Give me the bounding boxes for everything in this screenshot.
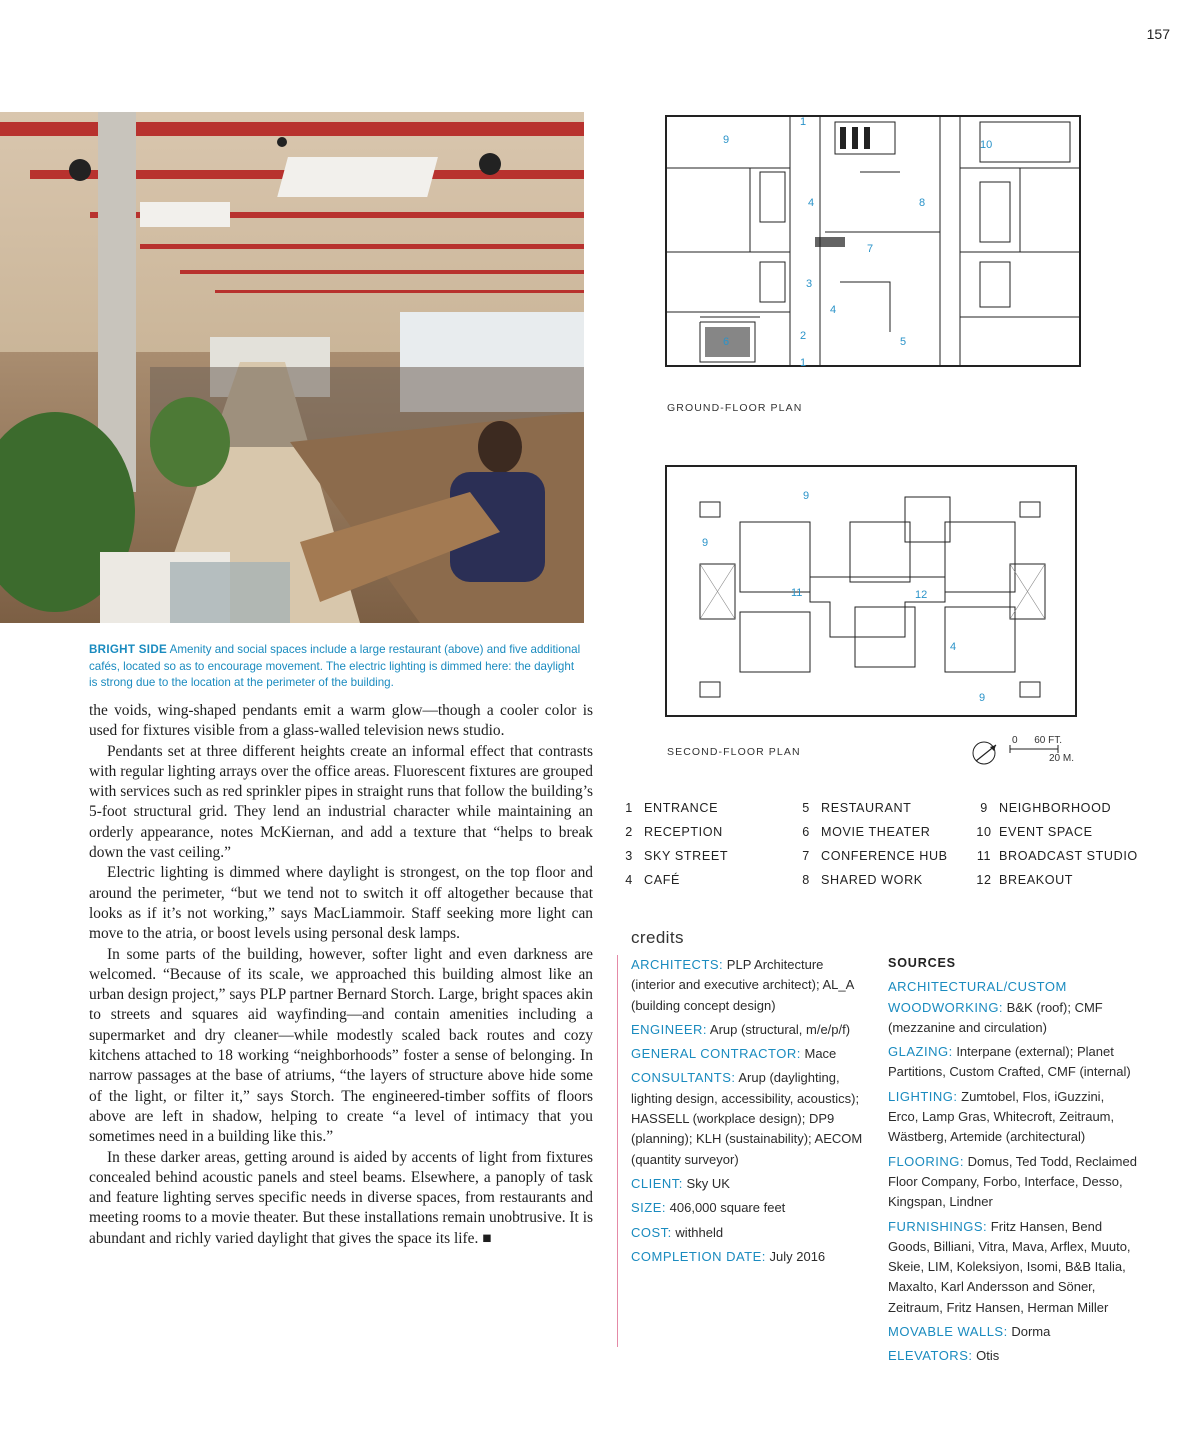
plan-tag: 9	[803, 490, 810, 502]
legend-number: 1	[625, 801, 633, 815]
credit-value: Arup (structural, m/e/p/f)	[709, 1021, 851, 1037]
credit-entry	[631, 1044, 871, 1064]
credit-value: Arup (daylighting, lighting design, accessibility, acoustics); HASSELL (workplace design); DP9 (planning); KLH (sustainability); AECOM (quantity surveyor)	[631, 1070, 863, 1167]
source-value: Domus, Ted Todd, Reclaimed Floor Company, Forbo, Interface, Desso, Kingspan, Lindner	[888, 1153, 1137, 1210]
legend-label: NEIGHBORHOOD	[999, 801, 1112, 815]
legend-item	[975, 849, 1138, 869]
plan-tag: 12	[915, 589, 928, 601]
body-paragraph: In some parts of the building, however, softer light and even darkness are welcomed. “Because of its scale, we approached this building almost like an urban design project,” says PLP partner Bernard Storch. Large, bright spaces akin to streets and squares aid wayfinding—and contain amenities including a supermarket and dry cleaner—while modestly scaled back routes and cozy kitchens attached to 18 working “neighborhoods” foster a sense of belonging. In narrow passages at the base of atriums, “the layers of structure above hide some of the light, or filter it,” says Storch. The engineered-timber soffits of floors above are left in shadow, helping to create “a level of intimacy that you sometimes need in a building like this.”	[89, 945, 593, 1146]
legend-number: 3	[625, 849, 633, 863]
legend-label: SHARED WORK	[821, 873, 923, 887]
credit-key: CONSULTANTS:	[631, 1070, 736, 1086]
legend-item	[797, 825, 931, 845]
ground-floor-plan-label: GROUND-FLOOR PLAN	[667, 402, 803, 414]
credits-divider	[617, 955, 618, 1347]
plan-tag: 1	[800, 357, 807, 369]
credit-entry	[631, 1068, 871, 1169]
credit-entry	[631, 1223, 871, 1243]
sources-title: SOURCES	[888, 956, 956, 970]
scale-feet: 0 60 FT.	[1012, 735, 1063, 746]
second-floor-plan	[660, 462, 1086, 720]
legend-number: 6	[802, 825, 810, 839]
source-key: MOVABLE WALLS:	[888, 1324, 1008, 1340]
credit-key: CLIENT:	[631, 1175, 683, 1191]
legend-item	[620, 801, 718, 821]
source-value: Fritz Hansen, Bend Goods, Billiani, Vitra, Mava, Arflex, Muuto, Skeie, LIM, Koleksiyon, Isomi, B&B Italia, Maxalto, Karl Andersson and Söner, Zeitraum, Fritz Hansen, Herman Miller	[888, 1218, 1131, 1315]
caption-text: Amenity and social spaces include a large restaurant (above) and five additional cafés, located so as to encourage movement. The electric lighting is dimmed here: the daylight is strong due to the location at the perimeter of the building.	[89, 643, 581, 690]
plan-tag: 2	[800, 330, 807, 342]
credit-value: July 2016	[769, 1248, 826, 1264]
body-paragraph: In these darker areas, getting around is aided by accents of light from fixtures concealed behind acoustic panels and steel beams. Elsewhere, a panoply of task and feature lighting serves specific needs in diverse spaces, from restaurants and meeting rooms to a movie theater. But these installations remain unobtrusive. It is abundant and richly varied daylight that gives the space its life. ■	[89, 1148, 593, 1247]
legend-number: 12	[976, 873, 992, 887]
caption-lead: BRIGHT SIDE	[89, 643, 168, 656]
credit-value: Sky UK	[686, 1175, 730, 1191]
article-body	[89, 701, 593, 1249]
source-entry	[888, 977, 1138, 1038]
legend-label: CAFÉ	[644, 873, 680, 887]
plan-tag: 1	[800, 116, 807, 128]
plan-tag: 6	[723, 336, 730, 348]
source-value: Otis	[976, 1348, 1000, 1364]
scale-meters: 20 M.	[1049, 753, 1075, 764]
credit-entry	[631, 1020, 871, 1040]
source-key: FLOORING:	[888, 1153, 965, 1169]
credit-key: SIZE:	[631, 1200, 667, 1216]
body-paragraph: Pendants set at three different heights create an informal effect that contrasts with regular lighting arrays over the office areas. Fluorescent fixtures are grouped with services such as red sprinkler pipes in straight runs that follow the building’s 5-foot structural grid. They lend an industrial character while maintaining an orderly appearance, notes McKiernan, and add a texture that “helps to break down the vast ceiling.”	[89, 742, 593, 862]
source-value: Interpane (external); Planet Partitions, Custom Crafted, CMF (internal)	[888, 1044, 1131, 1080]
credit-value: 406,000 square feet	[669, 1200, 786, 1216]
credit-value: withheld	[675, 1224, 724, 1240]
credit-entry	[631, 1174, 871, 1194]
legend-label: BREAKOUT	[999, 873, 1074, 887]
credit-value: PLP Architecture (interior and executive architect); AL_A (building concept design)	[631, 957, 854, 1013]
plan-tag: 8	[919, 197, 926, 209]
plan-tag: 7	[867, 243, 874, 255]
credit-key: ENGINEER:	[631, 1021, 708, 1037]
source-key: LIGHTING:	[888, 1088, 958, 1104]
source-value: Zumtobel, Flos, iGuzzini, Erco, Lamp Gras, Whitecroft, Zeitraum, Wästberg, Artemide (architectural)	[888, 1088, 1115, 1145]
plan-tag: 9	[979, 692, 986, 704]
legend-item	[620, 825, 723, 845]
source-entry	[888, 1322, 1138, 1342]
scale-bar	[970, 735, 1090, 775]
source-entry	[888, 1042, 1138, 1083]
restaurant-photo	[0, 112, 584, 623]
legend-number: 5	[802, 801, 810, 815]
legend-number: 2	[625, 825, 633, 839]
legend-label: BROADCAST STUDIO	[999, 849, 1138, 863]
plan-tag: 11	[791, 587, 803, 599]
plan-tag: 5	[900, 336, 907, 348]
credit-entry	[631, 955, 871, 1016]
legend-number: 11	[976, 849, 992, 863]
plan-tag: 9	[702, 537, 709, 549]
plan-tag: 4	[950, 641, 957, 653]
source-key: ELEVATORS:	[888, 1348, 973, 1364]
legend-number: 8	[802, 873, 810, 887]
plan-tag: 4	[830, 304, 837, 316]
body-paragraph: Electric lighting is dimmed where daylight is strongest, on the top floor and around the perimeter, “but we tend not to switch it off altogether because that looks as if it’s not working,” says MacLiammoir. Staff seeking more light can move to the atria, or boost levels using personal desk lamps.	[89, 864, 593, 943]
source-entry	[888, 1217, 1138, 1318]
credit-entry	[631, 1198, 871, 1218]
source-entry	[888, 1346, 1138, 1366]
plan-tag: 10	[980, 139, 993, 151]
legend-label: MOVIE THEATER	[821, 825, 931, 839]
legend-item	[975, 801, 1111, 821]
source-value: B&K (roof); CMF (mezzanine and circulation)	[888, 999, 1103, 1035]
body-paragraph: the voids, wing-shaped pendants emit a warm glow—though a cooler color is used for fixtures visible from a glass-walled television news studio.	[89, 702, 593, 740]
legend-number: 9	[980, 801, 988, 815]
legend-label: CONFERENCE HUB	[821, 849, 948, 863]
credit-entry	[631, 1247, 871, 1267]
legend-label: RESTAURANT	[821, 801, 912, 815]
page-number: 157	[1146, 26, 1170, 42]
legend-item	[797, 801, 911, 821]
plan-tag: 4	[808, 197, 815, 209]
legend-label: RECEPTION	[644, 825, 723, 839]
credits-sources-column	[888, 953, 1138, 1371]
legend-label: SKY STREET	[644, 849, 729, 863]
legend-item	[975, 825, 1093, 845]
legend-number: 7	[802, 849, 810, 863]
legend-number: 4	[625, 873, 633, 887]
credits-title: credits	[631, 928, 684, 947]
source-key: ARCHITECTURAL/CUSTOM WOODWORKING:	[888, 979, 1067, 1015]
plan-tag: 3	[806, 278, 813, 290]
credit-key: COST:	[631, 1224, 672, 1240]
credit-value: Mace	[804, 1046, 837, 1062]
source-entry	[888, 1087, 1138, 1148]
credit-key: COMPLETION DATE:	[631, 1248, 766, 1264]
credit-key: GENERAL CONTRACTOR:	[631, 1046, 801, 1062]
source-value: Dorma	[1011, 1324, 1051, 1340]
legend-item	[797, 873, 923, 893]
second-floor-plan-label: SECOND-FLOOR PLAN	[667, 746, 801, 758]
legend-number: 10	[976, 825, 992, 839]
credit-key: ARCHITECTS:	[631, 957, 724, 972]
credits-left-column	[631, 955, 871, 1271]
legend-item	[620, 873, 680, 893]
legend-label: EVENT SPACE	[999, 825, 1093, 839]
legend-label: ENTRANCE	[644, 801, 719, 815]
source-key: FURNISHINGS:	[888, 1218, 988, 1234]
ground-floor-plan	[660, 112, 1086, 374]
legend-item	[620, 849, 728, 869]
source-key: GLAZING:	[888, 1044, 953, 1060]
source-entry	[888, 1152, 1138, 1213]
photo-caption	[89, 642, 584, 692]
plan-tag: 9	[723, 134, 730, 146]
legend-item	[975, 873, 1073, 893]
legend-item	[797, 849, 948, 869]
